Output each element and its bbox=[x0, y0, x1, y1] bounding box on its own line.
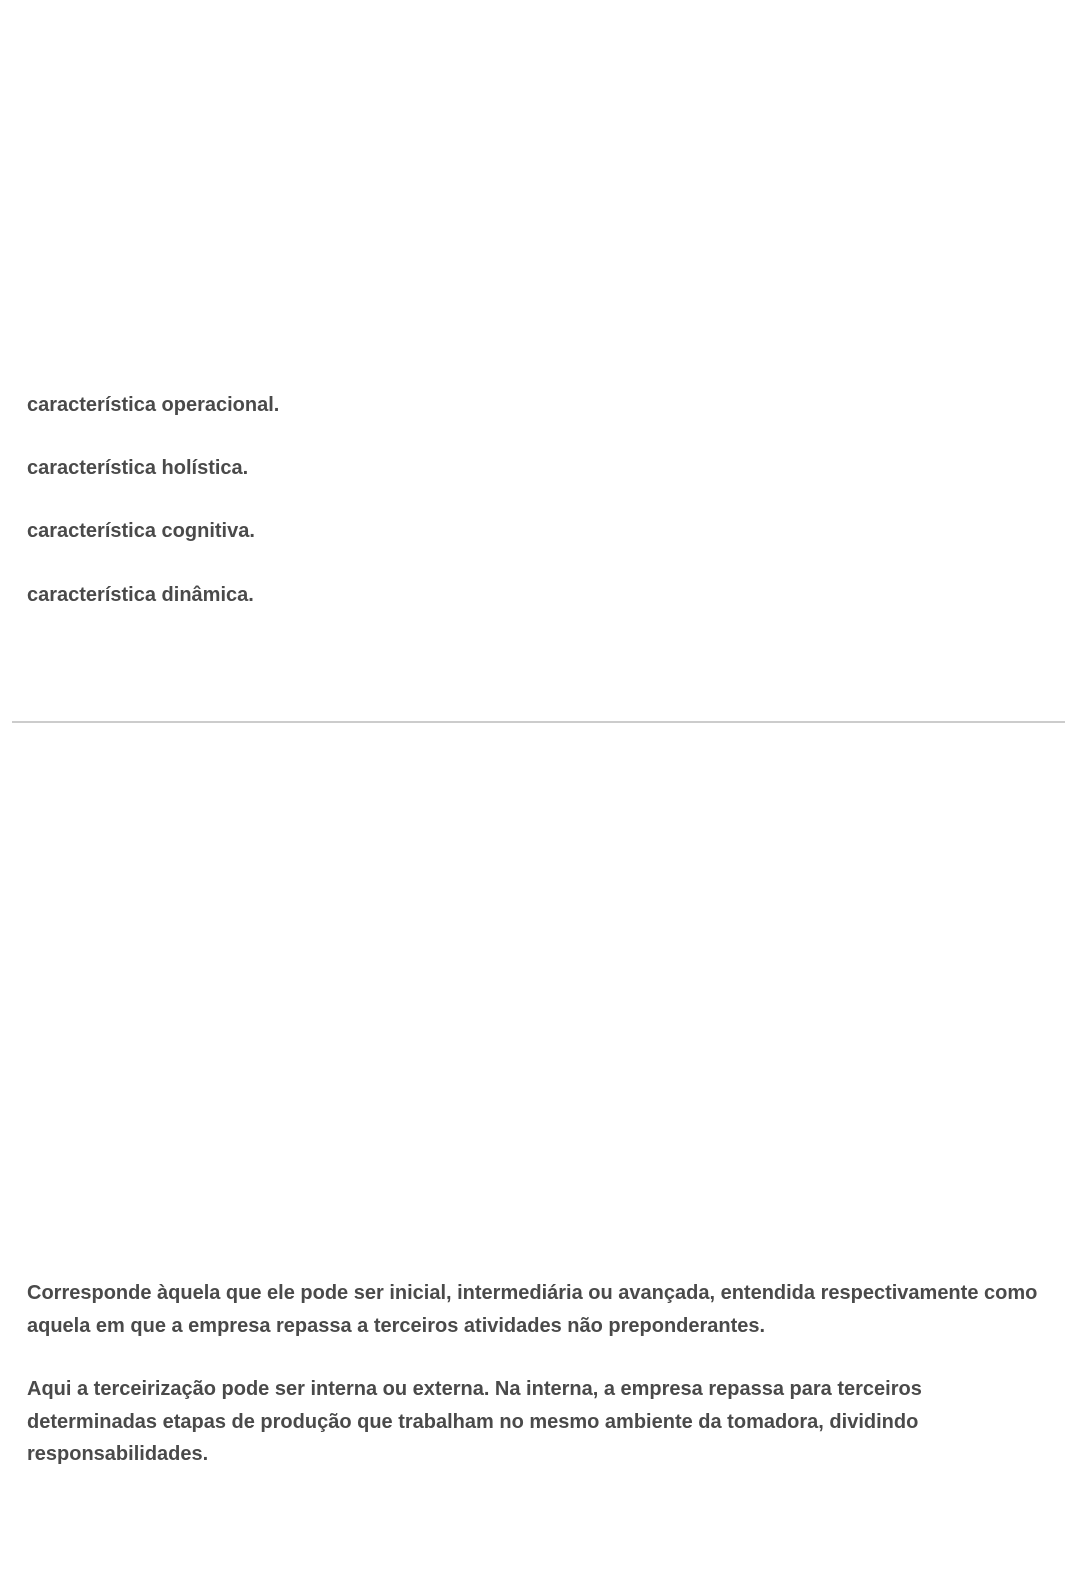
answer-option-operacional[interactable]: característica operacional. bbox=[27, 394, 280, 416]
explanation-paragraph: Aqui a terceirização pode ser interna ou externa. Na interna, a empresa repassa para terceiros determinadas etapas de produção que trabalham no mesmo ambiente da tomadora, dividindo responsabilidades. bbox=[27, 1378, 922, 1465]
section-divider bbox=[12, 721, 1065, 723]
answer-option-cognitiva[interactable]: característica cognitiva. bbox=[27, 520, 255, 542]
answer-option-dinamica[interactable]: característica dinâmica. bbox=[27, 584, 254, 606]
answer-option-holistica[interactable]: característica holística. bbox=[27, 457, 249, 479]
explanation-paragraph: Corresponde àquela que ele pode ser inicial, intermediária ou avançada, entendida respectivamente como aquela em que a empresa repassa a terceiros atividades não preponderantes. bbox=[27, 1282, 1038, 1337]
